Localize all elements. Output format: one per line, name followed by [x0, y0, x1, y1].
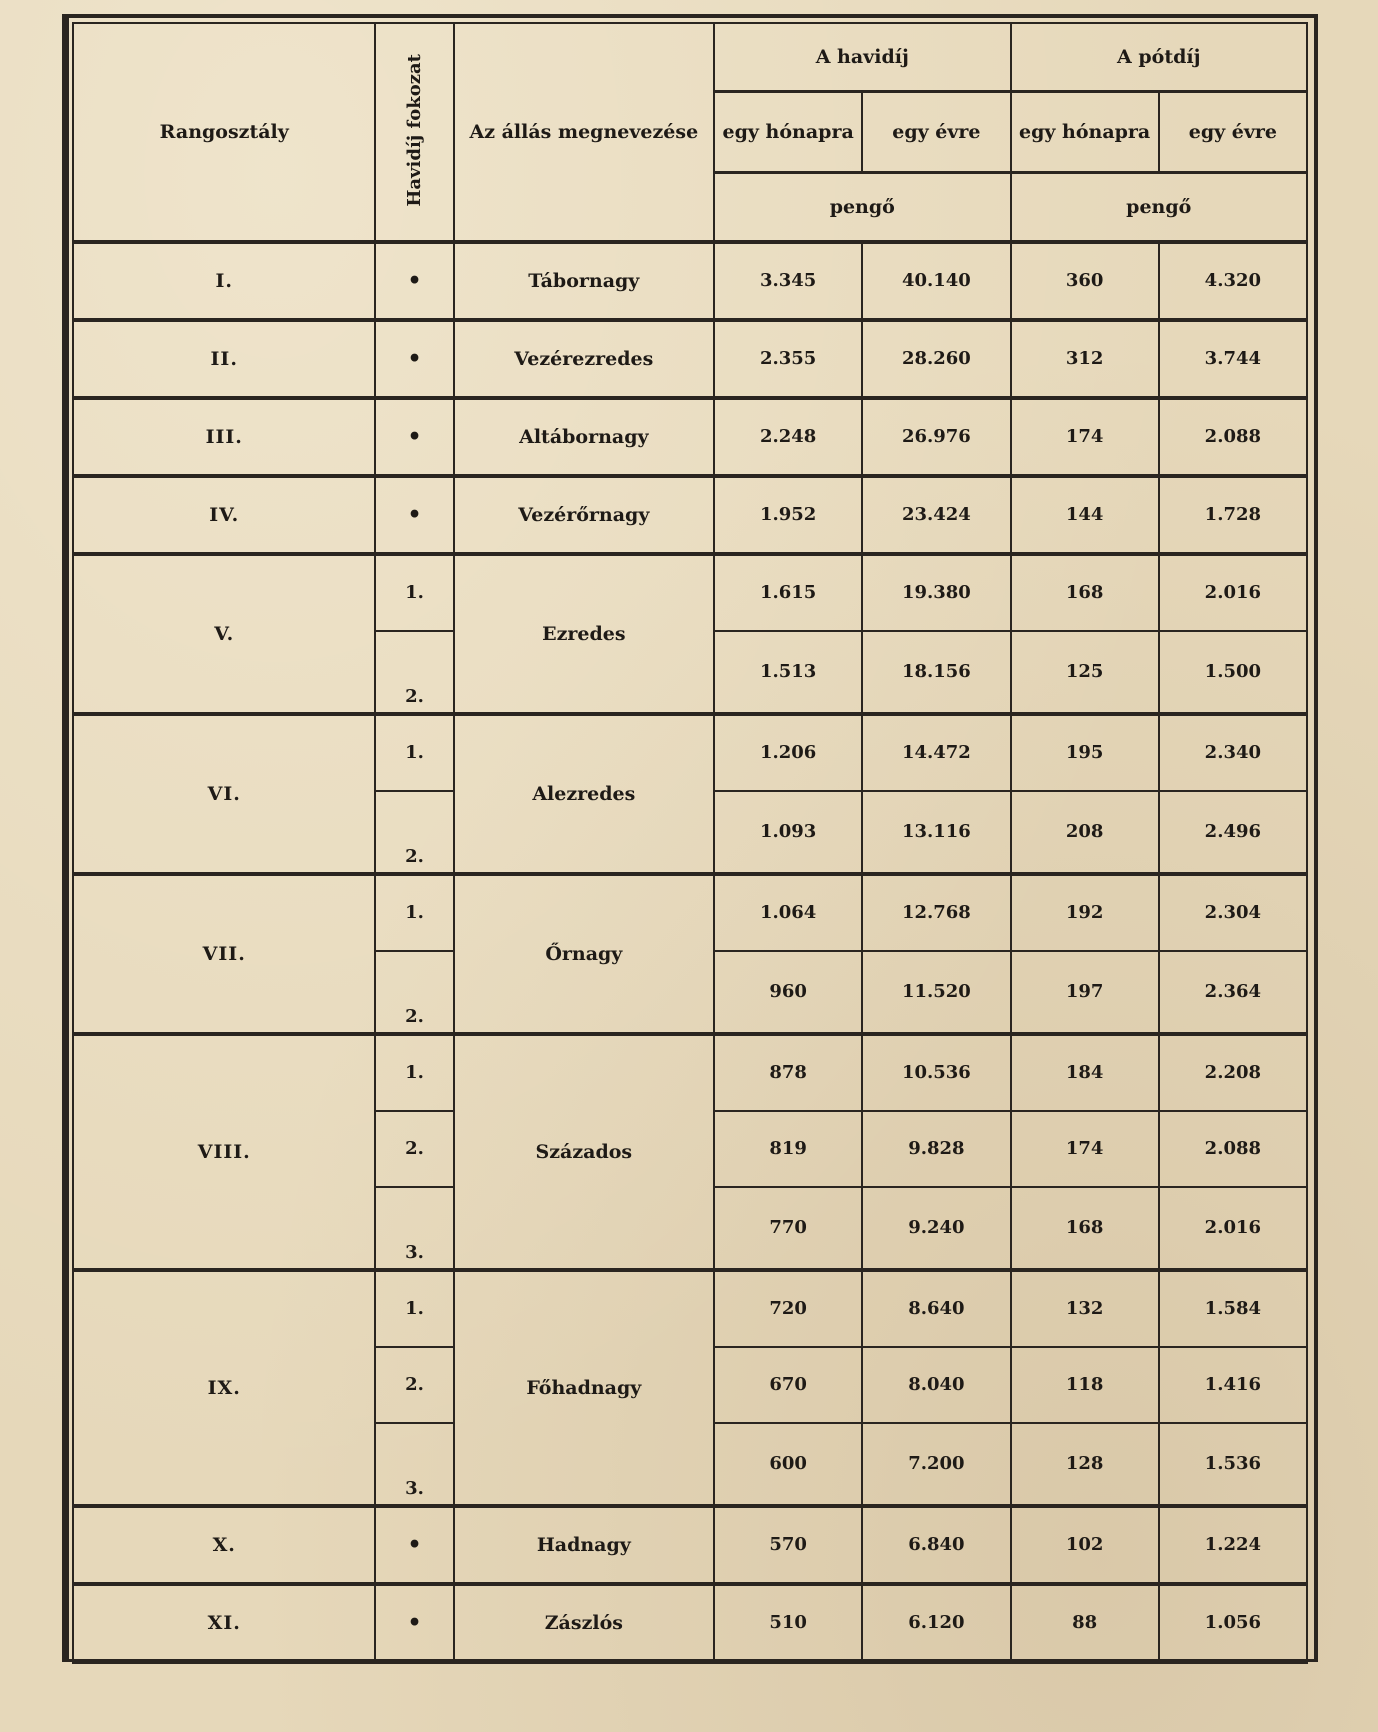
supplement-year-cell: 3.744 [1159, 320, 1307, 398]
supplement-month-cell: 118 [1011, 1347, 1159, 1423]
supplement-year-cell: 1.536 [1159, 1423, 1307, 1506]
fee-month-cell: 600 [714, 1423, 862, 1506]
fee-year-cell: 7.200 [862, 1423, 1010, 1506]
grade-cell: 2. [375, 1111, 453, 1187]
position-name-cell: Vezérőrnagy [454, 476, 714, 554]
supplement-year-cell: 2.208 [1159, 1034, 1307, 1111]
fee-month-cell: 1.952 [714, 476, 862, 554]
header-rank-class: Rangosztály [73, 23, 375, 242]
header-supplement-currency: pengő [1011, 173, 1308, 243]
supplement-year-cell: 4.320 [1159, 242, 1307, 320]
fee-month-cell: 1.206 [714, 714, 862, 791]
grade-cell: • [375, 242, 453, 320]
supplement-month-cell: 102 [1011, 1506, 1159, 1584]
fee-month-cell: 720 [714, 1270, 862, 1347]
grade-cell: 3. [375, 1187, 453, 1270]
rank-class-cell: V. [73, 554, 375, 714]
fee-year-cell: 9.828 [862, 1111, 1010, 1187]
supplement-year-cell: 2.016 [1159, 1187, 1307, 1270]
fee-month-cell: 510 [714, 1584, 862, 1662]
supplement-year-cell: 1.056 [1159, 1584, 1307, 1662]
rank-class-cell: IV. [73, 476, 375, 554]
supplement-month-cell: 168 [1011, 554, 1159, 631]
fee-month-cell: 819 [714, 1111, 862, 1187]
fee-year-cell: 12.768 [862, 874, 1010, 951]
supplement-year-cell: 2.088 [1159, 398, 1307, 476]
table-body [73, 242, 1307, 1662]
grade-cell: • [375, 1506, 453, 1584]
fee-year-cell: 40.140 [862, 242, 1010, 320]
fee-month-cell: 3.345 [714, 242, 862, 320]
supplement-month-cell: 125 [1011, 631, 1159, 714]
supplement-year-cell: 2.016 [1159, 554, 1307, 631]
fee-year-cell: 18.156 [862, 631, 1010, 714]
grade-cell: 2. [375, 631, 453, 714]
table-row [73, 554, 1307, 631]
rank-class-cell: VII. [73, 874, 375, 1034]
grade-cell: 2. [375, 791, 453, 874]
fee-month-cell: 1.064 [714, 874, 862, 951]
grade-cell: 1. [375, 554, 453, 631]
table-row [73, 1270, 1307, 1347]
header-grade [375, 23, 453, 242]
salary-table [72, 22, 1308, 1664]
fee-year-cell: 8.040 [862, 1347, 1010, 1423]
fee-month-cell: 878 [714, 1034, 862, 1111]
supplement-month-cell: 360 [1011, 242, 1159, 320]
supplement-year-cell: 1.500 [1159, 631, 1307, 714]
rank-class-cell: IX. [73, 1270, 375, 1506]
table-row [73, 1506, 1307, 1584]
supplement-month-cell: 174 [1011, 398, 1159, 476]
supplement-month-cell: 197 [1011, 951, 1159, 1034]
table-header [73, 23, 1307, 242]
rank-class-cell: I. [73, 242, 375, 320]
supplement-month-cell: 174 [1011, 1111, 1159, 1187]
supplement-month-cell: 88 [1011, 1584, 1159, 1662]
supplement-month-cell: 192 [1011, 874, 1159, 951]
grade-cell: • [375, 1584, 453, 1662]
fee-year-cell: 6.840 [862, 1506, 1010, 1584]
supplement-month-cell: 195 [1011, 714, 1159, 791]
fee-year-cell: 11.520 [862, 951, 1010, 1034]
fee-month-cell: 2.355 [714, 320, 862, 398]
table-row [73, 476, 1307, 554]
header-supplement-per-year: egy évre [1159, 92, 1307, 173]
fee-month-cell: 770 [714, 1187, 862, 1270]
fee-year-cell: 14.472 [862, 714, 1010, 791]
grade-cell: • [375, 476, 453, 554]
table-row [73, 398, 1307, 476]
rank-class-cell: X. [73, 1506, 375, 1584]
supplement-month-cell: 208 [1011, 791, 1159, 874]
grade-cell: 3. [375, 1423, 453, 1506]
header-supplement-per-month: egy hónapra [1011, 92, 1159, 173]
table-row [73, 320, 1307, 398]
header-fee-currency: pengő [714, 173, 1010, 243]
table-row [73, 1584, 1307, 1662]
position-name-cell: Hadnagy [454, 1506, 714, 1584]
grade-cell: 1. [375, 1034, 453, 1111]
header-fee-per-year: egy évre [862, 92, 1010, 173]
table-row [73, 874, 1307, 951]
supplement-year-cell: 1.224 [1159, 1506, 1307, 1584]
grade-cell: 2. [375, 1347, 453, 1423]
grade-cell: 1. [375, 874, 453, 951]
supplement-year-cell: 1.584 [1159, 1270, 1307, 1347]
fee-year-cell: 13.116 [862, 791, 1010, 874]
supplement-year-cell: 2.496 [1159, 791, 1307, 874]
position-name-cell: Tábornagy [454, 242, 714, 320]
rank-class-cell: VI. [73, 714, 375, 874]
table-row [73, 1034, 1307, 1111]
fee-year-cell: 6.120 [862, 1584, 1010, 1662]
fee-year-cell: 10.536 [862, 1034, 1010, 1111]
supplement-year-cell: 1.416 [1159, 1347, 1307, 1423]
header-monthly-fee: A havidíj [714, 23, 1010, 92]
supplement-month-cell: 128 [1011, 1423, 1159, 1506]
fee-month-cell: 960 [714, 951, 862, 1034]
rank-class-cell: III. [73, 398, 375, 476]
position-name-cell: Ezredes [454, 554, 714, 714]
header-supplement: A pótdíj [1011, 23, 1308, 92]
supplement-month-cell: 132 [1011, 1270, 1159, 1347]
position-name-cell: Vezérezredes [454, 320, 714, 398]
fee-month-cell: 1.513 [714, 631, 862, 714]
grade-cell: • [375, 320, 453, 398]
rank-class-cell: XI. [73, 1584, 375, 1662]
fee-month-cell: 2.248 [714, 398, 862, 476]
table-row [73, 242, 1307, 320]
position-name-cell: Alezredes [454, 714, 714, 874]
rank-class-cell: VIII. [73, 1034, 375, 1270]
fee-year-cell: 26.976 [862, 398, 1010, 476]
fee-month-cell: 670 [714, 1347, 862, 1423]
grade-cell: • [375, 398, 453, 476]
fee-year-cell: 19.380 [862, 554, 1010, 631]
supplement-month-cell: 144 [1011, 476, 1159, 554]
fee-year-cell: 8.640 [862, 1270, 1010, 1347]
header-fee-per-month: egy hónapra [714, 92, 862, 173]
position-name-cell: Százados [454, 1034, 714, 1270]
fee-month-cell: 570 [714, 1506, 862, 1584]
position-name-cell: Főhadnagy [454, 1270, 714, 1506]
supplement-year-cell: 2.304 [1159, 874, 1307, 951]
rank-class-cell: II. [73, 320, 375, 398]
position-name-cell: Zászlós [454, 1584, 714, 1662]
supplement-year-cell: 2.364 [1159, 951, 1307, 1034]
supplement-year-cell: 2.340 [1159, 714, 1307, 791]
grade-cell: 1. [375, 714, 453, 791]
header-grade-label: Havidíj fokozat [403, 53, 425, 207]
grade-cell: 1. [375, 1270, 453, 1347]
position-name-cell: Altábornagy [454, 398, 714, 476]
supplement-year-cell: 2.088 [1159, 1111, 1307, 1187]
fee-month-cell: 1.093 [714, 791, 862, 874]
supplement-month-cell: 312 [1011, 320, 1159, 398]
fee-year-cell: 23.424 [862, 476, 1010, 554]
header-position-name: Az állás megnevezése [454, 23, 714, 242]
fee-year-cell: 9.240 [862, 1187, 1010, 1270]
fee-year-cell: 28.260 [862, 320, 1010, 398]
position-name-cell: Őrnagy [454, 874, 714, 1034]
supplement-month-cell: 168 [1011, 1187, 1159, 1270]
supplement-year-cell: 1.728 [1159, 476, 1307, 554]
fee-month-cell: 1.615 [714, 554, 862, 631]
table-row [73, 714, 1307, 791]
supplement-month-cell: 184 [1011, 1034, 1159, 1111]
grade-cell: 2. [375, 951, 453, 1034]
